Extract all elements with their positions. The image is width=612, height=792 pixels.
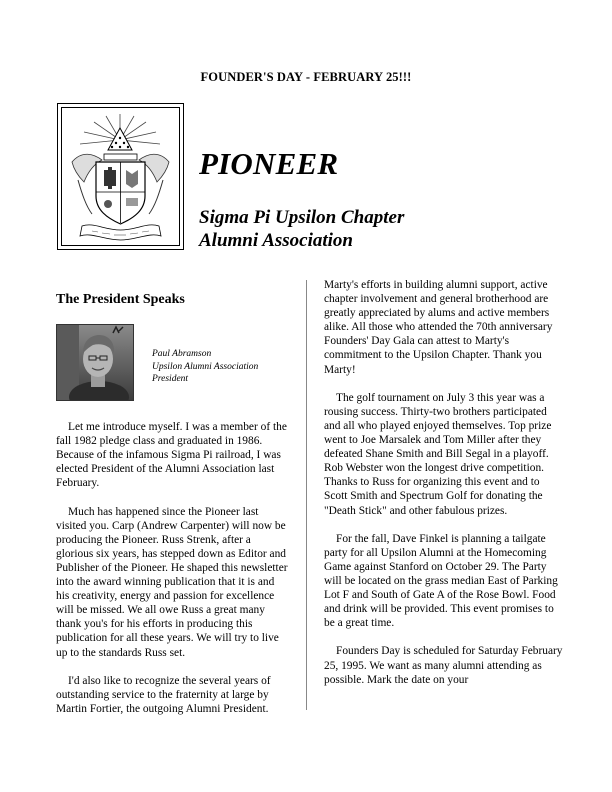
paragraph: Let me introduce myself. I was a member of the fall 1982 pledge class and graduated in 1986. Because of the infamous Sigma Pi railroad, I was elected President of the Alumni Association last February.	[56, 421, 287, 490]
subtitle-line-2: Alumni Association	[199, 230, 353, 251]
left-column	[56, 420, 288, 730]
paragraph: For the fall, Dave Finkel is planning a tailgate party for all Upsilon Alumni at the Homecoming Game against Stanford on October 29. The Party will be located on the grass median East of Parking Lot F and South of Gate A of the Rose Bowl. Food and drink will be provided. This event promises to be a great time.	[324, 532, 558, 630]
coat-of-arms-icon	[64, 110, 177, 243]
newsletter-subtitle	[199, 206, 404, 252]
paragraph: I'd also like to recognize the several years of outstanding service to the fraternity at large by Martin Fortier, the outgoing Alumni President.	[56, 674, 271, 715]
paragraph-continued: Marty's efforts in building alumni support, active chapter involvement and general brotherhood are greatly appreciated by alums and active members alike. All those who attended the 70th anniversary Founders' Day Gala can attest to Marty's commitment to the Upsilon Chapter. Thank you Marty!	[324, 279, 553, 376]
newsletter-title: PIONEER	[199, 146, 339, 181]
column-divider	[306, 280, 307, 710]
section-heading: The President Speaks	[56, 292, 185, 307]
paragraph: Founders Day is scheduled for Saturday February 25, 1995. We want as many alumni attending as possible. Mark the date on your	[324, 645, 563, 686]
president-portrait	[56, 324, 134, 401]
crest-frame	[57, 103, 184, 250]
subtitle-line-1: Sigma Pi Upsilon Chapter	[199, 207, 405, 228]
caption-name: Paul Abramson	[152, 349, 212, 359]
right-column	[324, 278, 564, 701]
banner-headline: FOUNDER'S DAY - FEBRUARY 25!!!	[200, 70, 412, 84]
paragraph: The golf tournament on July 3 this year was a rousing success. Thirty-two brothers participated and all who played enjoyed themselves. Top prize went to Joe Marsalek and Tom Miller after they defeated Shane Smith and Bill Segal in a playoff. Rob Webster won the longest drive competition. Thanks to Russ for organizing this event and to Scott Smith and Spectrum Golf for donating the "Death Stick" and other fabulous prizes.	[324, 391, 552, 517]
caption-role: President	[152, 374, 189, 384]
caption-title: Upsilon Alumni Association	[152, 361, 259, 372]
paragraph: Much has happened since the Pioneer last visited you. Carp (Andrew Carpenter) will now be producing the Pioneer. Russ Strenk, after a glorious six years, has stepped down as Editor and Publisher of the Pioneer. He shaped this newsletter into the award winning publication that it is and his creativity, energy and passion for excellence will be missed. We all owe Russ a great many thank you's for his efforts in producing this publication for all these years. We will try to live up to the standards Russ set.	[56, 505, 288, 659]
photo-caption	[152, 348, 258, 386]
